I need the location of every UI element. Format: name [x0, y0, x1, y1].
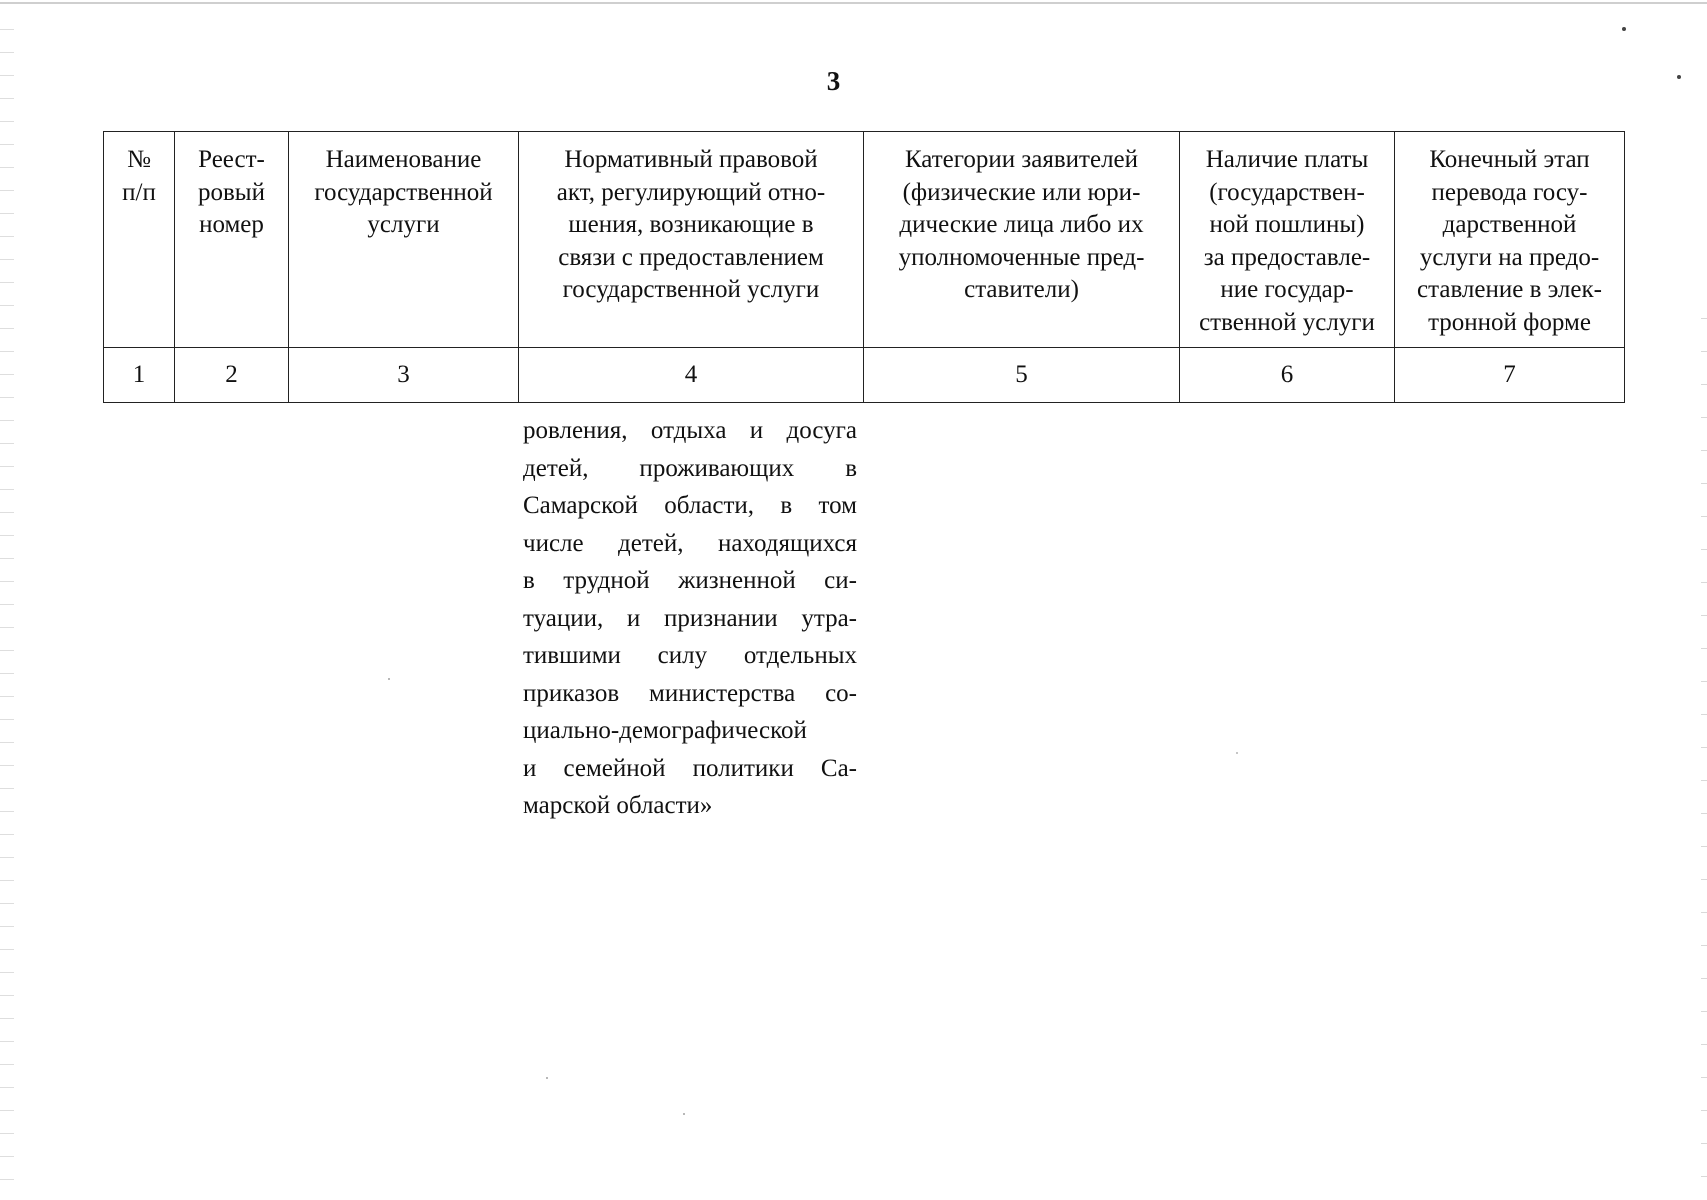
header-line: ной пошлины): [1209, 211, 1365, 238]
header-line: №: [127, 146, 151, 173]
header-line: ровый: [198, 178, 265, 206]
header-line: государственной услуги: [562, 276, 820, 303]
header-electronic-stage: [1395, 132, 1625, 348]
column-number-cell: 4: [519, 348, 864, 403]
text-line: числе детей, находящихся: [523, 529, 857, 557]
text-line: детей, проживающих в: [523, 454, 857, 482]
header-line: перевода госу-: [1431, 178, 1588, 206]
text-line: марской области»: [523, 792, 713, 819]
scan-edge-left: [0, 20, 14, 1180]
header-line: услуги на предо-: [1419, 243, 1600, 271]
scan-speck: [546, 1077, 548, 1079]
scan-edge-right: [1701, 300, 1707, 1180]
header-line: Реест-: [198, 146, 265, 173]
column-number-cell: 3: [289, 348, 519, 403]
column-number-cell: 6: [1180, 348, 1395, 403]
page-number: 3: [826, 66, 841, 96]
column-number-cell: 7: [1395, 348, 1625, 403]
column-number-row: [104, 348, 1625, 403]
header-registry-number: [175, 132, 289, 348]
scan-speck: [1622, 27, 1626, 31]
text-line: Самарской области, в том: [523, 492, 857, 519]
text-line: циально-демографической: [523, 717, 807, 744]
header-line: услуги: [367, 211, 440, 238]
header-service-name: [289, 132, 519, 348]
column-number-cell: 5: [864, 348, 1180, 403]
header-applicant-categories: [864, 132, 1180, 348]
header-line: за предоставле-: [1203, 243, 1371, 271]
scan-speck: [388, 678, 390, 680]
scan-speck: [683, 1113, 685, 1115]
column-number-cell: 1: [104, 348, 175, 403]
header-line: номер: [199, 211, 264, 238]
header-line: Наличие платы: [1205, 146, 1369, 173]
header-line: связи с предоставлением: [558, 243, 824, 271]
text-line: в трудной жизненной си-: [523, 567, 857, 594]
header-line: государственной: [314, 178, 493, 206]
header-line: Наименование: [325, 146, 482, 173]
text-line: и семейной политики Са-: [523, 754, 857, 782]
text-line: ровления, отдыха и досуга: [523, 417, 857, 444]
header-line: шения, возникающие в: [568, 211, 814, 238]
legal-act-continuation-text: [523, 412, 857, 825]
header-line: Категории заявителей: [904, 146, 1139, 173]
header-line: Конечный этап: [1429, 146, 1590, 173]
text-line: туации, и признании утра-: [523, 604, 857, 632]
table-header-row: [104, 132, 1625, 348]
header-line: уполномоченные пред-: [898, 243, 1145, 271]
scan-speck: [1236, 752, 1238, 754]
header-line: (государствен-: [1209, 178, 1365, 206]
column-number-cell: 2: [175, 348, 289, 403]
header-line: ственной услуги: [1199, 308, 1375, 336]
scan-edge-top: [0, 2, 1707, 4]
header-fee: [1180, 132, 1395, 348]
services-table: [103, 131, 1625, 403]
scan-speck: [1677, 75, 1681, 79]
header-legal-act: [519, 132, 864, 348]
header-number: [104, 132, 175, 348]
header-line: тронной форме: [1428, 308, 1591, 336]
header-line: акт, регулирующий отно-: [556, 178, 826, 206]
text-line: приказов министерства со-: [523, 679, 857, 707]
header-line: дические лица либо их: [899, 211, 1144, 238]
header-line: (физические или юри-: [902, 178, 1141, 206]
header-line: п/п: [122, 178, 156, 206]
header-line: Нормативный правовой: [564, 146, 818, 173]
header-line: ставление в элек-: [1417, 276, 1602, 303]
header-line: ставители): [964, 276, 1079, 303]
header-line: дарственной: [1442, 211, 1577, 238]
header-line: ние государ-: [1220, 276, 1354, 303]
text-line: тившими силу отдельных: [523, 642, 857, 669]
